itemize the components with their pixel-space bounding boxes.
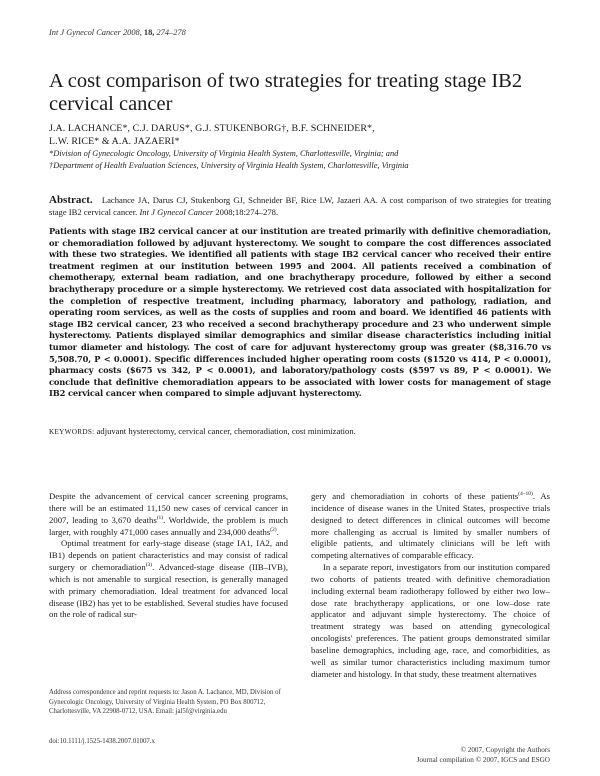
affiliation-2: †Department of Health Evaluation Sciences, University of Virginia Health System, Charlottesville, Virginia — [49, 160, 409, 170]
journal-year: 2008, — [122, 28, 142, 37]
body-column-left — [49, 491, 288, 621]
paragraph: In a separate report, investigators from our institution compared two cohorts of patients treated with definitive chemoradiation including external beam radiotherapy followed by either two low–dose rate brachytherapy applications, or one low–dose rate applicator and adjuvant simple hysterectomy. The choice of treatment strategy was based on attending gynecological oncologists' preferences. The patient groups demonstrated similar baseline demographics, including age, race, and comorbidities, as well as similar tumor characteristics including maximum tumor diameter and histology. In that study, these treatment alternatives — [311, 562, 550, 679]
author-list — [49, 122, 549, 148]
citation-text: Lachance JA, Darus CJ, Stukenborg GJ, Schneider BF, Rice LW, Jazaeri AA. A cost comparison of two strategies for treating stage IB2 cervical cancer. — [49, 195, 551, 217]
citation-details: 2008;18:274–278. — [215, 207, 279, 217]
copyright-line-2: Journal compilation © 2007, IGCS and ESGO — [416, 756, 550, 764]
article-title: A cost comparison of two strategies for treating stage IB2 cervical cancer — [49, 70, 523, 115]
keywords-label: KEYWORDS: — [49, 428, 95, 436]
reference-marker[interactable]: (2) — [270, 526, 277, 533]
reference-marker[interactable]: (3) — [145, 562, 153, 569]
affiliations — [49, 148, 549, 171]
journal-citation — [49, 28, 186, 37]
author-line-1: J.A. LACHANCE*, C.J. DARUS*, G.J. STUKENBORG†, B.F. SCHNEIDER*, — [49, 123, 375, 134]
keywords — [49, 426, 549, 436]
abstract-label: Abstract. — [49, 194, 93, 206]
journal-volume: 18, — [143, 28, 155, 37]
abstract-citation — [49, 194, 551, 218]
author-line-2: L.W. RICE* & A.A. JAZAERI* — [49, 136, 180, 147]
paragraph: Despite the advancement of cervical cancer screening programs, there will be an estimated 11,150 new cases of cervical cancer in 2007, leading to 3,670 deaths$^{(1)}$. Worldwide, the problem is much larger, with roughly 471,000 cases annually and 234,000 deaths$^{(2)}$. — [49, 491, 288, 537]
correspondence-footnote: Address correspondence and reprint requests to: Jason A. Lachance, MD, Division of Gynecologic Oncology, University of Virginia Health System, PO Box 800712, Charlottesville, VA 22908-0712, USA. Email: jal5f@virginia.edu — [49, 689, 281, 715]
copyright-line-1: © 2007, Copyright the Authors — [460, 746, 550, 754]
citation-journal: Int J Gynecol Cancer — [139, 207, 214, 217]
reference-marker[interactable]: (4–10) — [518, 491, 533, 498]
reference-marker[interactable]: (1) — [156, 514, 164, 521]
paragraph: Optimal treatment for early-stage disease (stage IA1, IA2, and IB1) depends on patient characteristics and may consist of radical surgery or chemoradiation$^{(3)}$. Advanced-stage disease (IIB–IVB), which is not amenable to surgical resection, is generally managed with primary chemoradiation. Ideal treatment for advanced local disease (IB2) has yet to be established. Several studies have focused on the role of radical sur- — [49, 538, 288, 620]
doi-link[interactable]: doi:10.1111/j.1525-1438.2007.01007.x — [49, 738, 155, 745]
journal-name: Int J Gynecol Cancer — [49, 28, 121, 37]
affiliation-1: *Division of Gynecologic Oncology, University of Virginia Health System, Charlottesville, Virginia; and — [49, 149, 399, 158]
body-column-right — [311, 491, 550, 681]
keywords-text: adjuvant hysterectomy, cervical cancer, chemoradiation, cost minimization. — [96, 426, 356, 436]
journal-pages: 274–278 — [156, 28, 186, 37]
paragraph: gery and chemoradiation in cohorts of these patients$^{(4-10)}$. As incidence of disease wanes in the United States, prospective trials designed to detect differences in clinical outcomes will become more challenging as accrual is limited by smaller numbers of eligible patients, and ultimately clinicians will be left with competing alternatives of comparable efficacy. — [311, 491, 550, 561]
abstract-body: Patients with stage IB2 cervical cancer at our institution are treated primarily with definitive chemoradiation, or chemoradiation followed by adjuvant hysterectomy. We sought to compare the cost differences associated with these two strategies. We identified all patients with stage IB2 cervical cancer who received their entire treatment regimen at our institution between 1995 and 2004. All patients received a combination of chemotherapy, external beam radiation, and one brachytherapy procedure, followed by either a second brachytherapy procedure or a simple hysterectomy. We retrieved cost data associated with hospitalization for the completion of respective treatment, including pharmacy, laboratory and pathology, radiation, and operating room services, as well as the costs of supplies and room and board. We identified 46 patients with stage IB2 cervical cancer, 23 who received a second brachytherapy procedure and 23 who underwent simple hysterectomy. Patients displayed similar demographics and similar disease characteristics including initial tumor diameter and histology. The cost of care for adjuvant hysterectomy group was greater ($8,316.70 vs 5,508.70, P < 0.0001). Specific differences included higher operating room costs ($1520 vs 414, P < 0.0001), pharmacy costs ($675 vs 342, P < 0.0001), and laboratory/pathology costs ($597 vs 89, P < 0.0001). We conclude that definitive chemoradiation appears to be associated with lower costs for management of stage IB2 cervical cancer when compared to simple adjuvant hysterectomy. — [49, 226, 551, 399]
copyright-notice — [417, 745, 550, 765]
